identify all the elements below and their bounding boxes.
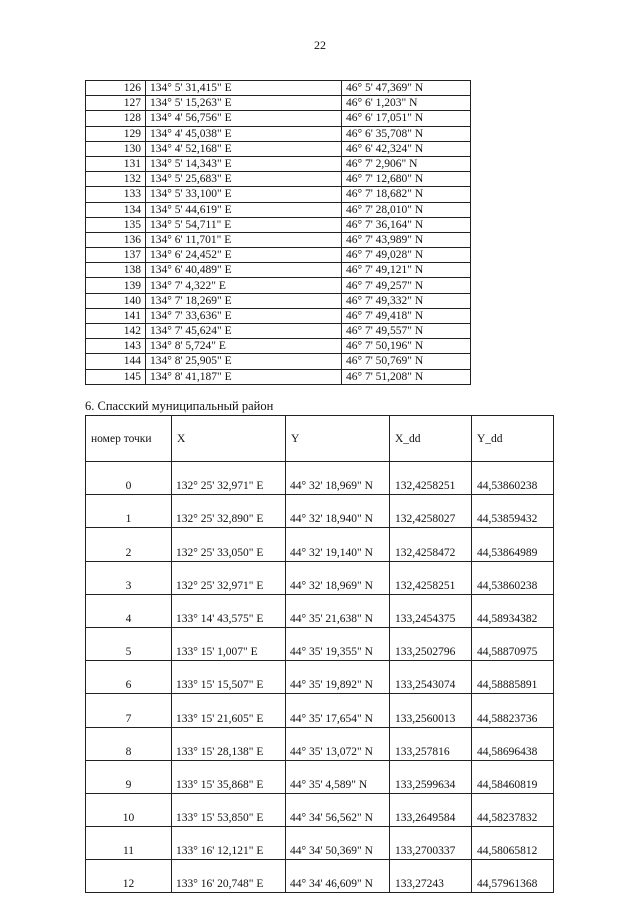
longitude-cell: 132° 25' 33,050" E <box>172 528 286 561</box>
point-number-cell: 11 <box>86 827 172 860</box>
table-row <box>86 156 471 171</box>
point-number-cell: 127 <box>86 96 146 111</box>
latitude-cell: 44° 35' 13,072" N <box>286 727 390 760</box>
latitude-cell: 46° 7' 49,028" N <box>342 248 471 263</box>
longitude-cell: 133° 15' 1,007" E <box>172 627 286 660</box>
table-row <box>86 462 554 495</box>
table-row <box>86 202 471 217</box>
table-row <box>86 308 471 323</box>
longitude-cell: 132° 25' 32,971" E <box>172 561 286 594</box>
point-number-cell: 131 <box>86 156 146 171</box>
point-number-cell: 136 <box>86 232 146 247</box>
longitude-cell: 134° 4' 52,168" E <box>146 141 342 156</box>
longitude-cell: 134° 5' 54,711" E <box>146 217 342 232</box>
point-number-cell: 2 <box>86 528 172 561</box>
longitude-dd-cell: 133,2649584 <box>390 793 472 826</box>
table-row <box>86 860 554 893</box>
latitude-cell: 46° 7' 50,196" N <box>342 339 471 354</box>
longitude-dd-cell: 133,2560013 <box>390 694 472 727</box>
point-number-cell: 144 <box>86 354 146 369</box>
point-number-cell: 9 <box>86 760 172 793</box>
table-row <box>86 232 471 247</box>
longitude-cell: 133° 15' 21,605" E <box>172 694 286 727</box>
latitude-cell: 46° 7' 43,989" N <box>342 232 471 247</box>
table-row <box>86 248 471 263</box>
table-row <box>86 263 471 278</box>
latitude-dd-cell: 44,53864989 <box>472 528 554 561</box>
latitude-cell: 44° 35' 19,892" N <box>286 661 390 694</box>
latitude-cell: 44° 32' 19,140" N <box>286 528 390 561</box>
point-number-cell: 133 <box>86 187 146 202</box>
longitude-cell: 132° 25' 32,971" E <box>172 462 286 495</box>
table-row <box>86 760 554 793</box>
longitude-cell: 134° 7' 33,636" E <box>146 308 342 323</box>
longitude-cell: 134° 7' 4,322" E <box>146 278 342 293</box>
table-row <box>86 528 554 561</box>
latitude-dd-cell: 44,58823736 <box>472 694 554 727</box>
latitude-cell: 46° 7' 50,769" N <box>342 354 471 369</box>
header-x-dd: X_dd <box>390 416 472 462</box>
longitude-cell: 134° 4' 45,038" E <box>146 126 342 141</box>
table-row <box>86 354 471 369</box>
longitude-cell: 132° 25' 32,890" E <box>172 495 286 528</box>
latitude-cell: 46° 7' 12,680" N <box>342 172 471 187</box>
latitude-cell: 46° 7' 2,906" N <box>342 156 471 171</box>
point-number-cell: 3 <box>86 561 172 594</box>
longitude-cell: 133° 16' 20,748" E <box>172 860 286 893</box>
point-number-cell: 0 <box>86 462 172 495</box>
point-number-cell: 1 <box>86 495 172 528</box>
table-row <box>86 339 471 354</box>
latitude-cell: 46° 7' 18,682" N <box>342 187 471 202</box>
latitude-dd-cell: 44,58460819 <box>472 760 554 793</box>
latitude-dd-cell: 44,53860238 <box>472 462 554 495</box>
longitude-cell: 134° 5' 33,100" E <box>146 187 342 202</box>
latitude-cell: 46° 7' 28,010" N <box>342 202 471 217</box>
table-row <box>86 126 471 141</box>
header-y: Y <box>286 416 390 462</box>
longitude-dd-cell: 133,2543074 <box>390 661 472 694</box>
table-row <box>86 111 471 126</box>
latitude-cell: 44° 32' 18,969" N <box>286 462 390 495</box>
point-number-cell: 137 <box>86 248 146 263</box>
latitude-cell: 44° 35' 4,589" N <box>286 760 390 793</box>
table-row <box>86 661 554 694</box>
longitude-cell: 134° 5' 31,415" E <box>146 81 342 96</box>
header-x: X <box>172 416 286 462</box>
longitude-cell: 133° 15' 53,850" E <box>172 793 286 826</box>
latitude-dd-cell: 44,58696438 <box>472 727 554 760</box>
table-row <box>86 96 471 111</box>
longitude-cell: 134° 8' 41,187" E <box>146 369 342 384</box>
latitude-dd-cell: 44,58870975 <box>472 627 554 660</box>
point-number-cell: 134 <box>86 202 146 217</box>
table-row <box>86 495 554 528</box>
latitude-dd-cell: 44,58065812 <box>472 827 554 860</box>
point-number-cell: 7 <box>86 694 172 727</box>
point-number-cell: 143 <box>86 339 146 354</box>
table-row <box>86 561 554 594</box>
longitude-cell: 134° 4' 56,756" E <box>146 111 342 126</box>
longitude-cell: 133° 16' 12,121" E <box>172 827 286 860</box>
latitude-cell: 46° 7' 49,418" N <box>342 308 471 323</box>
latitude-cell: 44° 34' 46,609" N <box>286 860 390 893</box>
longitude-dd-cell: 132,4258251 <box>390 462 472 495</box>
longitude-dd-cell: 133,2700337 <box>390 827 472 860</box>
longitude-dd-cell: 132,4258027 <box>390 495 472 528</box>
longitude-cell: 134° 8' 5,724" E <box>146 339 342 354</box>
latitude-cell: 46° 6' 42,324" N <box>342 141 471 156</box>
latitude-dd-cell: 44,57961368 <box>472 860 554 893</box>
point-number-cell: 129 <box>86 126 146 141</box>
latitude-dd-cell: 44,53859432 <box>472 495 554 528</box>
table-row <box>86 793 554 826</box>
longitude-cell: 134° 6' 40,489" E <box>146 263 342 278</box>
table-row <box>86 278 471 293</box>
longitude-cell: 133° 15' 28,138" E <box>172 727 286 760</box>
table-row <box>86 727 554 760</box>
longitude-cell: 134° 5' 14,343" E <box>146 156 342 171</box>
longitude-dd-cell: 133,257816 <box>390 727 472 760</box>
longitude-cell: 134° 7' 45,624" E <box>146 324 342 339</box>
longitude-cell: 133° 14' 43,575" E <box>172 594 286 627</box>
point-number-cell: 8 <box>86 727 172 760</box>
point-number-cell: 141 <box>86 308 146 323</box>
point-number-cell: 4 <box>86 594 172 627</box>
latitude-cell: 46° 6' 17,051" N <box>342 111 471 126</box>
table-row <box>86 627 554 660</box>
point-number-cell: 12 <box>86 860 172 893</box>
table-row <box>86 594 554 627</box>
table-row <box>86 694 554 727</box>
longitude-dd-cell: 133,2599634 <box>390 760 472 793</box>
latitude-cell: 46° 6' 1,203" N <box>342 96 471 111</box>
spassky-district-coordinates-table <box>85 415 554 893</box>
latitude-dd-cell: 44,58885891 <box>472 661 554 694</box>
longitude-cell: 134° 5' 44,619" E <box>146 202 342 217</box>
point-number-cell: 130 <box>86 141 146 156</box>
table-row <box>86 141 471 156</box>
latitude-dd-cell: 44,53860238 <box>472 561 554 594</box>
point-number-cell: 128 <box>86 111 146 126</box>
longitude-cell: 134° 6' 11,701" E <box>146 232 342 247</box>
latitude-cell: 46° 5' 47,369" N <box>342 81 471 96</box>
longitude-dd-cell: 132,4258251 <box>390 561 472 594</box>
latitude-cell: 46° 7' 49,257" N <box>342 278 471 293</box>
longitude-cell: 134° 8' 25,905" E <box>146 354 342 369</box>
table-row <box>86 172 471 187</box>
point-number-cell: 126 <box>86 81 146 96</box>
latitude-cell: 44° 34' 50,369" N <box>286 827 390 860</box>
point-number-cell: 142 <box>86 324 146 339</box>
table-row <box>86 81 471 96</box>
coordinates-table-continued <box>85 80 471 385</box>
latitude-cell: 46° 7' 49,121" N <box>342 263 471 278</box>
longitude-cell: 134° 5' 15,263" E <box>146 96 342 111</box>
longitude-cell: 134° 5' 25,683" E <box>146 172 342 187</box>
table-row <box>86 187 471 202</box>
longitude-cell: 134° 7' 18,269" E <box>146 293 342 308</box>
header-point-number: номер точки <box>86 416 172 462</box>
latitude-cell: 46° 6' 35,708" N <box>342 126 471 141</box>
point-number-cell: 140 <box>86 293 146 308</box>
point-number-cell: 139 <box>86 278 146 293</box>
table-row <box>86 369 471 384</box>
point-number-cell: 5 <box>86 627 172 660</box>
latitude-dd-cell: 44,58934382 <box>472 594 554 627</box>
point-number-cell: 6 <box>86 661 172 694</box>
point-number-cell: 135 <box>86 217 146 232</box>
latitude-dd-cell: 44,58237832 <box>472 793 554 826</box>
longitude-dd-cell: 133,2502796 <box>390 627 472 660</box>
latitude-cell: 44° 34' 56,562" N <box>286 793 390 826</box>
latitude-cell: 44° 35' 19,355" N <box>286 627 390 660</box>
longitude-dd-cell: 132,4258472 <box>390 528 472 561</box>
longitude-dd-cell: 133,27243 <box>390 860 472 893</box>
latitude-cell: 44° 35' 17,654" N <box>286 694 390 727</box>
point-number-cell: 132 <box>86 172 146 187</box>
table-row <box>86 293 471 308</box>
point-number-cell: 138 <box>86 263 146 278</box>
table-row <box>86 324 471 339</box>
latitude-cell: 46° 7' 51,208" N <box>342 369 471 384</box>
header-y-dd: Y_dd <box>472 416 554 462</box>
latitude-cell: 46° 7' 49,557" N <box>342 324 471 339</box>
longitude-cell: 133° 15' 35,868" E <box>172 760 286 793</box>
latitude-cell: 44° 35' 21,638" N <box>286 594 390 627</box>
longitude-cell: 134° 6' 24,452" E <box>146 248 342 263</box>
table-row <box>86 827 554 860</box>
table-row <box>86 217 471 232</box>
page-number: 22 <box>314 38 326 52</box>
point-number-cell: 145 <box>86 369 146 384</box>
latitude-cell: 44° 32' 18,940" N <box>286 495 390 528</box>
point-number-cell: 10 <box>86 793 172 826</box>
latitude-cell: 44° 32' 18,969" N <box>286 561 390 594</box>
latitude-cell: 46° 7' 49,332" N <box>342 293 471 308</box>
section-title: 6. Спасский муниципальный район <box>85 399 274 413</box>
longitude-dd-cell: 133,2454375 <box>390 594 472 627</box>
table-header-row <box>86 416 554 462</box>
longitude-cell: 133° 15' 15,507" E <box>172 661 286 694</box>
latitude-cell: 46° 7' 36,164" N <box>342 217 471 232</box>
